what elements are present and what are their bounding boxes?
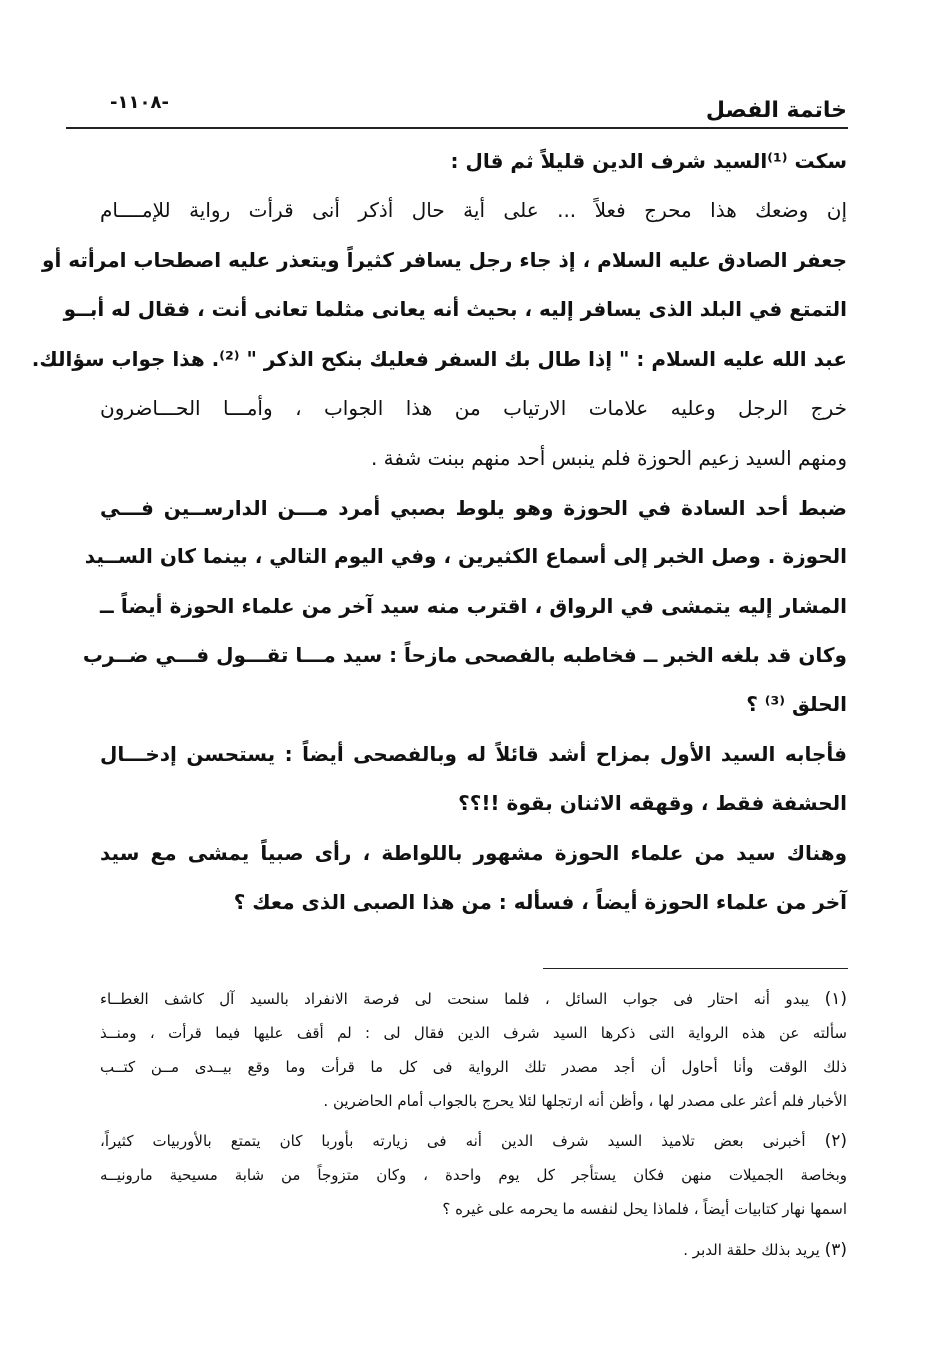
text-line: خرج الرجل وعليه علامات الارتياب من هذا الجواب ، وأمـــا الحـــاضرون	[100, 396, 847, 420]
text-line: ومنهم السيد زعيم الحوزة فلم ينبس أحد منهم ببنت شفة .	[370, 446, 847, 470]
footnote-line	[100, 1130, 847, 1154]
text-line: وهناك سيد من علماء الحوزة مشهور باللواطة ، رأى صبياً يمشى مع سيد	[100, 841, 847, 865]
text-line: التمتع في البلد الذى يسافر إليه ، بحيث أنه يعانى مثلما تعانى أنت ، فقال له أبــو	[63, 297, 847, 321]
footnote-line	[100, 988, 847, 1012]
footnote-line	[100, 1164, 847, 1188]
footnote-line	[100, 1090, 847, 1114]
footnote-text: يريد بذلك حلقة الدبر .	[683, 1241, 820, 1259]
footnote-number: (٣)	[824, 1240, 847, 1260]
text-line: إن وضعك هذا محرج فعلاً ... على أية حال أذكر أنى قرأت رواية للإمــــام	[100, 198, 847, 222]
text-line: فأجابه السيد الأول بمزاح أشد قائلاً له وبالفصحى أيضاً : يستحسن إدخـــال	[100, 742, 847, 766]
text-line: وكان قد بلغه الخبر ــ فخاطبه بالفصحى مازحاً : سيد مـــا تقـــول فـــي ضــرب	[82, 643, 847, 667]
footnote-text: سألته عن هذه الرواية التى ذكرها السيد شرف الدين فقال لى : لم أقف عليها فيما قرأت ، ومنــذ	[100, 1024, 847, 1042]
footnote-line	[100, 1198, 847, 1222]
text-line: عبد الله عليه السلام : " إذا طال بك السفر فعليك بنكح الذكر " ⁽²⁾. هذا جواب سؤالك.	[31, 347, 847, 371]
footnote-divider	[543, 968, 848, 969]
footnote-line	[100, 1056, 847, 1080]
page-number: -١١٠٨-	[110, 92, 169, 113]
text-line: سكت ⁽¹⁾السيد شرف الدين قليلاً ثم قال :	[450, 149, 847, 173]
footnote-text: ذلك الوقت وأنا أحاول أن أجد مصدر تلك الرواية فى كل ما قرأت وما وقع بيــدى مــن كتــب	[100, 1058, 847, 1076]
chapter-title: خاتمة الفصل	[705, 98, 847, 123]
footnote-text: وبخاصة الجميلات منهن فكان يستأجر كل يوم واحدة ، وكان متزوجاً من شابة مسيحية مارونيــه	[100, 1166, 847, 1184]
header-divider	[66, 127, 848, 129]
footnote-text: أخبرنى بعض تلاميذ السيد شرف الدين أنه فى زيارته بأوربا كان يتمتع بالأوربيات كثيراً،	[100, 1132, 806, 1150]
text-line: الحلق ⁽³⁾ ؟	[746, 692, 847, 716]
text-line: ضبط أحد السادة في الحوزة وهو يلوط بصبي أمرد مـــن الدارســين فـــي	[100, 496, 847, 520]
footnote-text: يبدو أنه احتار فى جواب السائل ، فلما سنحت لى فرصة الانفراد بالسيد آل كاشف الغطــاء	[100, 990, 810, 1008]
footnote-text: اسمها نهار كتابيات أيضاً ، فلماذا يحل لنفسه ما يحرمه على غيره ؟	[442, 1200, 847, 1218]
text-line: المشار إليه يتمشى في الرواق ، اقترب منه سيد آخر من علماء الحوزة أيضاً ــ	[100, 594, 847, 618]
footnote-number: (٢)	[824, 1131, 847, 1151]
text-line: آخر من علماء الحوزة أيضاً ، فسأله : من هذا الصبى الذى معك ؟	[233, 890, 847, 914]
text-line: الحوزة . وصل الخبر إلى أسماع الكثيرين ، وفي اليوم التالي ، بينما كان الســيد	[84, 544, 847, 568]
footnote-line	[100, 1239, 847, 1263]
footnote-line	[100, 1022, 847, 1046]
text-line: الحشفة فقط ، وقهقه الاثنان بقوة !!؟؟	[458, 791, 847, 815]
text-line: جعفر الصادق عليه السلام ، إذ جاء رجل يسافر كثيراً ويتعذر عليه اصطحاب امرأته أو	[42, 248, 847, 272]
footnote-number: (١)	[824, 989, 847, 1009]
footnote-text: الأخبار فلم أعثر على مصدر لها ، وأظن أنه ارتجلها لئلا يحرج بالجواب أمام الحاضرين .	[323, 1092, 847, 1110]
